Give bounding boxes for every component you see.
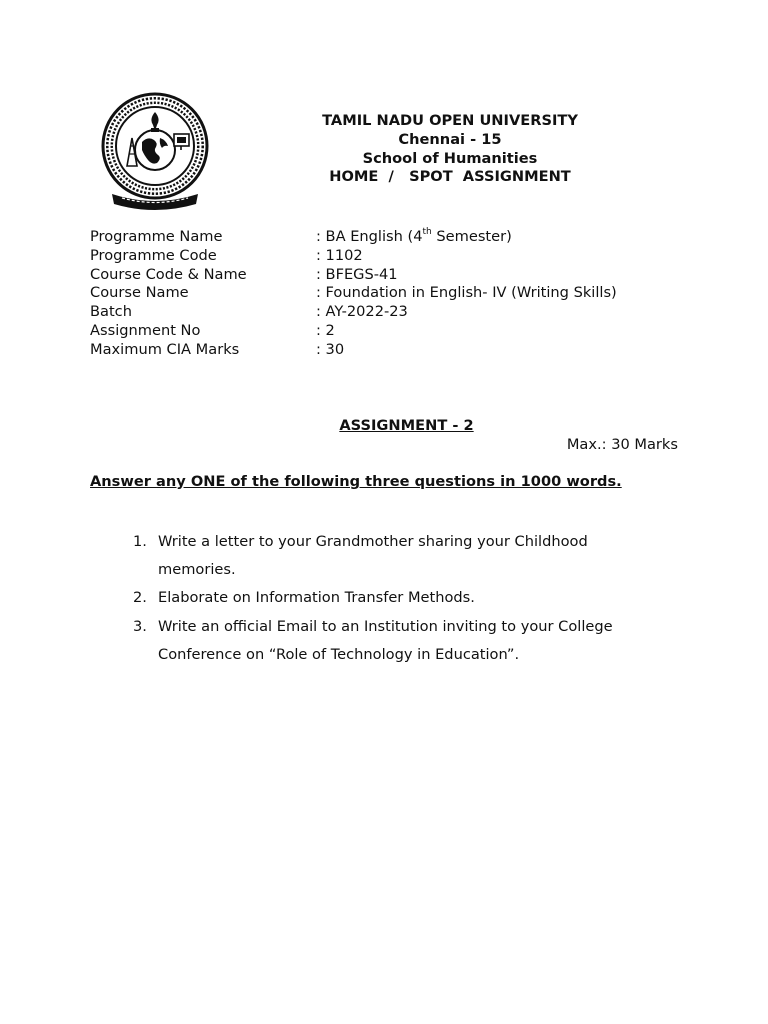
- info-label: Batch: [90, 303, 132, 321]
- question-number: 2.: [133, 589, 147, 607]
- info-row-assignment-no: [90, 322, 617, 341]
- info-value: : 1102: [316, 246, 363, 264]
- question-item: [133, 528, 653, 584]
- info-label: Maximum CIA Marks: [90, 340, 240, 358]
- info-value: : BFEGS-41: [316, 265, 398, 283]
- info-value: : 30: [316, 340, 345, 358]
- info-value-superscript: th: [422, 227, 432, 238]
- instruction-text: Answer any ONE of the following three questions in 1000 words.: [90, 473, 622, 490]
- question-item: [133, 613, 653, 669]
- question-number: 1.: [133, 533, 147, 550]
- max-marks: Max.: 30 Marks: [566, 436, 678, 453]
- info-row-batch: [90, 303, 617, 322]
- info-value: : AY-2022-23: [316, 303, 408, 321]
- question-item: [133, 584, 653, 612]
- assignment-type: HOME / SPOT ASSIGNMENT: [329, 168, 571, 186]
- info-label: Course Code & Name: [90, 265, 247, 283]
- info-row-course-code: [90, 266, 617, 285]
- question-text: Elaborate on Information Transfer Methods.: [158, 589, 475, 607]
- university-city: Chennai - 15: [398, 130, 502, 148]
- info-row-programme-name: [90, 228, 617, 247]
- question-text: Write an official Email to an Institution inviting to your College Conference on “Role of Technology in Education”.: [158, 617, 613, 663]
- info-value: : 2: [316, 321, 335, 339]
- info-value: [316, 228, 512, 247]
- university-header: [300, 112, 600, 187]
- info-label: Programme Name: [90, 228, 223, 245]
- university-name: TAMIL NADU OPEN UNIVERSITY: [322, 112, 578, 129]
- question-text: Write a letter to your Grandmother sharing your Childhood memories.: [158, 533, 588, 579]
- question-list: [133, 528, 653, 669]
- school-name: School of Humanities: [362, 149, 538, 167]
- info-label: Assignment No: [90, 321, 201, 339]
- assignment-title: ASSIGNMENT - 2: [339, 417, 474, 434]
- university-seal-logo: [100, 90, 212, 212]
- info-value-prefix: : BA English (4: [316, 228, 423, 245]
- info-value: : Foundation in English- IV (Writing Skills): [316, 284, 617, 302]
- info-label: Course Name: [90, 284, 189, 302]
- question-number: 3.: [133, 617, 147, 635]
- info-row-max-cia-marks: [90, 341, 617, 360]
- course-info-table: [90, 228, 617, 360]
- info-value-suffix: Semester): [431, 228, 512, 245]
- info-row-course-name: [90, 284, 617, 303]
- info-label: Programme Code: [90, 246, 217, 264]
- info-row-programme-code: [90, 247, 617, 266]
- university-seal-icon: [100, 90, 212, 212]
